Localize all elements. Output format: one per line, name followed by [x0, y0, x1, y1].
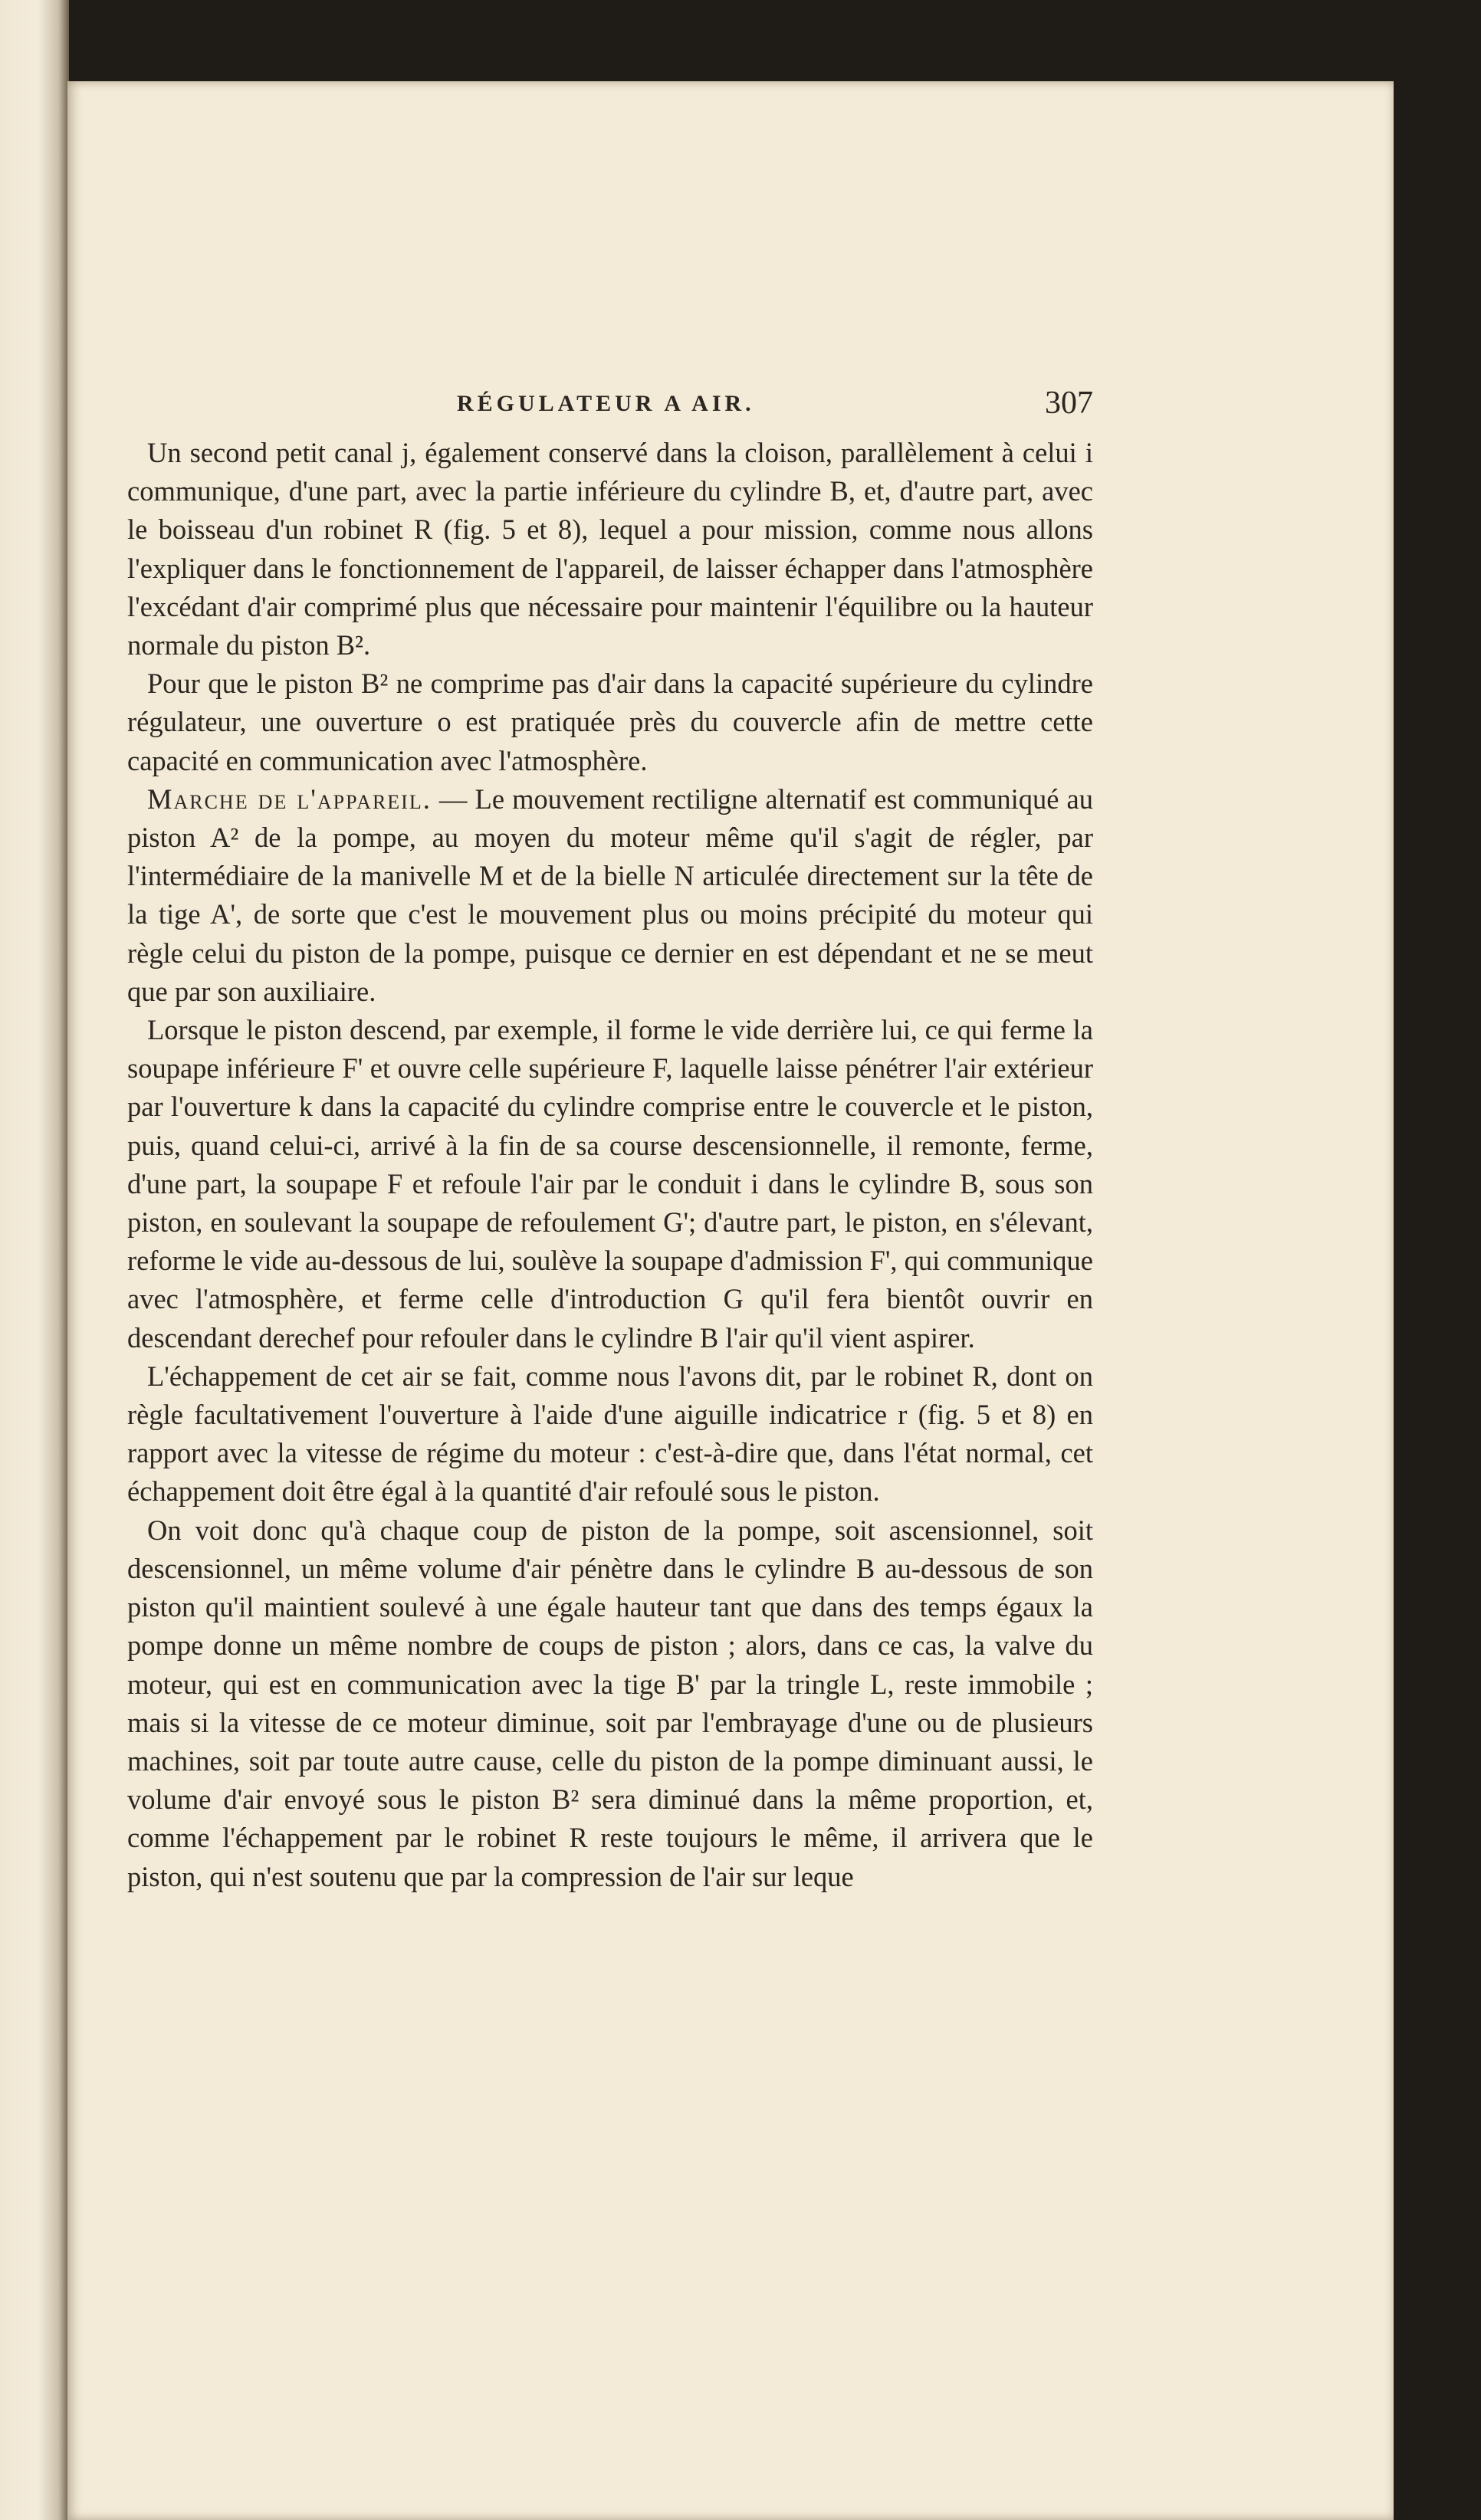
paragraph-1-text: Un second petit canal j, également conservé dans la cloison, parallèlement à celui i communique, d'une part, avec la partie inférieure du cylindre B, et, d'autre part, avec le boisseau d'un robinet R (fig. 5 et 8), lequel a pour mission, comme nous allons l'expliquer dans le fonctionnement de l'appareil, de laisser échapper dans l'atmosphère l'excédant d'air comprimé plus que nécessaire pour maintenir l'équilibre ou la hauteur normale du piston B². — [127, 437, 1093, 661]
paragraph-2-text: Pour que le piston B² ne comprime pas d'air dans la capacité supérieure du cylindre régulateur, une ouverture o est pratiquée près du couvercle afin de mettre cette capacité en communication avec l'atmosphère. — [127, 668, 1093, 776]
paragraph-1 — [127, 434, 1093, 664]
paragraph-4 — [127, 1011, 1093, 1357]
page-header — [434, 385, 1093, 431]
paragraph-2 — [127, 664, 1093, 780]
background-margin — [1394, 81, 1481, 2520]
paragraph-4-text: Lorsque le piston descend, par exemple, il forme le vide derrière lui, ce qui ferme la soupape inférieure F' et ouvre celle supérieure F, laquelle laisse pénétrer l'air extérieur par l'ouverture k dans la capacité du cylindre comprise entre le couvercle et le piston, puis, quand celui-ci, arrivé à la fin de sa course descensionnelle, il remonte, ferme, d'une part, la soupape F et refoule l'air par le conduit i dans le cylindre B, sous son piston, en soulevant la soupape de refoulement G'; d'autre part, le piston, en s'élevant, reforme le vide au-dessous de lui, soulève la soupape d'admission F', qui communique avec l'atmosphère, et ferme celle d'introduction G qu'il fera bientôt ouvrir en descendant derechef pour refouler dans le cylindre B l'air qu'il vient aspirer. — [127, 1014, 1093, 1354]
paragraph-6-text: On voit donc qu'à chaque coup de piston de la pompe, soit ascensionnel, soit descensionnel, un même volume d'air pénètre dans le cylindre B au-dessous de son piston qu'il maintient soulevé à une égale hauteur tant que dans des temps égaux la pompe donne un même nombre de coups de piston ; alors, dans ce cas, la valve du moteur, qui est en communication avec la tige B' par la tringle L, reste immobile ; mais si la vitesse de ce moteur diminue, soit par l'embrayage d'une ou de plusieurs machines, soit par toute autre cause, celle du piston de la pompe diminuant aussi, le volume d'air envoyé sous le piston B² sera diminué dans la même proportion, et, comme l'échappement par le robinet R reste toujours le même, il arrivera que le piston, qui n'est soutenu que par la compression de l'air sur leque — [127, 1514, 1093, 1892]
body-text — [127, 434, 1093, 1896]
page-number: 307 — [1045, 386, 1093, 421]
paragraph-6 — [127, 1511, 1093, 1896]
running-title: RÉGULATEUR A AIR. — [457, 391, 755, 416]
paragraph-3-text: — Le mouvement rectiligne alternatif est communiqué au piston A² de la pompe, au moyen du moteur même qu'il s'agit de régler, par l'intermédiaire de la manivelle M et de la bielle N articulée directement sur la tête de la tige A', de sorte que c'est le mouvement plus ou moins précipité du moteur qui règle celui du piston de la pompe, puisque ce dernier en est dépendant et ne se meut que par son auxiliaire. — [127, 783, 1093, 1007]
paragraph-3 — [127, 780, 1093, 1011]
left-page-edge — [0, 0, 69, 2520]
section-heading: Marche de l'appareil. — [147, 783, 432, 815]
paragraph-5 — [127, 1357, 1093, 1511]
paragraph-5-text: L'échappement de cet air se fait, comme nous l'avons dit, par le robinet R, dont on règle facultativement l'ouverture à l'aide d'une aiguille indicatrice r (fig. 5 et 8) en rapport avec la vitesse de régime du moteur : c'est-à-dire que, dans l'état normal, cet échappement doit être égal à la quantité d'air refoulé sous le piston. — [127, 1360, 1093, 1508]
